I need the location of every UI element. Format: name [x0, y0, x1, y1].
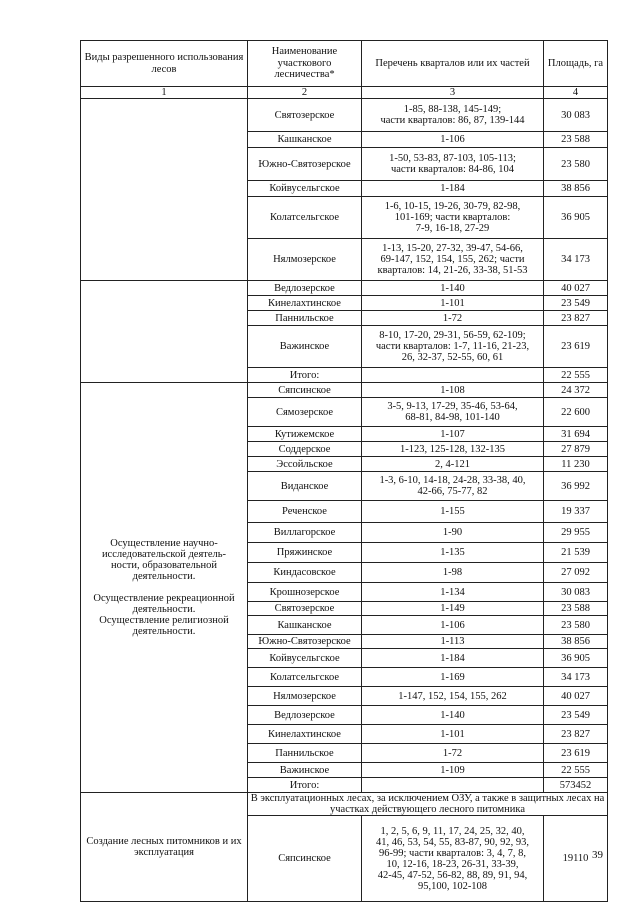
column-number-row [81, 87, 608, 99]
area-cell: 40 027 [544, 281, 608, 296]
forestry-name-cell: Колатсельгское [248, 668, 362, 687]
quarters-cell: 1-72 [362, 744, 544, 763]
forestry-name-cell: Ведлозерское [248, 281, 362, 296]
total-area: 573452 [544, 778, 608, 793]
area-cell: 23 549 [544, 706, 608, 725]
quarters-cell: 1-107 [362, 427, 544, 442]
quarters-cell: 1-155 [362, 501, 544, 523]
quarters-cell: 1-85, 88-138, 145-149; части кварталов: 86, 87, 139-144 [362, 99, 544, 132]
area-cell: 23 580 [544, 148, 608, 181]
quarters-cell: 1-134 [362, 583, 544, 602]
area-cell: 24 372 [544, 383, 608, 398]
area-cell: 27 092 [544, 563, 608, 583]
area-cell: 23 588 [544, 602, 608, 616]
area-cell: 23 827 [544, 725, 608, 744]
quarters-cell: 1-13, 15-20, 27-32, 39-47, 54-66, 69-147, 152, 154, 155, 262; части кварталов: 14, 21-26, 33-38, 51-53 [362, 239, 544, 281]
forestry-name-cell: Виданское [248, 472, 362, 501]
quarters-cell: 1-50, 53-83, 87-103, 105-113; части кварталов: 84-86, 104 [362, 148, 544, 181]
forestry-name-cell: Важинское [248, 763, 362, 778]
quarters-cell: 1-113 [362, 635, 544, 649]
header-forestry-name: Наименование участкового лесничества* [248, 41, 362, 87]
area-cell: 34 173 [544, 668, 608, 687]
use-type-cell [81, 281, 248, 383]
header-row [81, 41, 608, 87]
forestry-name-cell: Кинелахтинское [248, 725, 362, 744]
quarters-cell: 2, 4-121 [362, 457, 544, 472]
forestry-name-cell: Святозерское [248, 602, 362, 616]
column-number: 4 [544, 87, 608, 99]
area-cell: 19110 [544, 816, 608, 902]
column-number: 1 [81, 87, 248, 99]
quarters-cell: 1-147, 152, 154, 155, 262 [362, 687, 544, 706]
area-cell: 36 905 [544, 197, 608, 239]
use-type-cell: Осуществление научно- исследовательской деятель- ности, образовательной деятельности. Осуществление рекреационной деятельности. Осуществление религиозной деятельности. [81, 383, 248, 793]
quarters-cell: 3-5, 9-13, 17-29, 35-46, 53-64, 68-81, 84-98, 101-140 [362, 398, 544, 427]
forestry-name-cell: Койвусельгское [248, 181, 362, 197]
quarters-cell: 1-90 [362, 523, 544, 543]
forestry-name-cell: Нялмозерское [248, 239, 362, 281]
quarters-cell: 1, 2, 5, 6, 9, 11, 17, 24, 25, 32, 40, 41, 46, 53, 54, 55, 83-87, 90, 92, 93, 96-99; части кварталов: 3, 4, 7, 8, 10, 12-16, 18-23, 26-31, 33-39, 42-45, 47-52, 56-82, 88, 89, 91, 94, 95,100, 102-108 [362, 816, 544, 902]
quarters-cell: 1-149 [362, 602, 544, 616]
quarters-cell: 1-108 [362, 383, 544, 398]
quarters-cell: 1-72 [362, 311, 544, 326]
header-quarters: Перечень кварталов или их частей [362, 41, 544, 87]
area-cell: 30 083 [544, 583, 608, 602]
area-cell: 23 827 [544, 311, 608, 326]
forestry-name-cell: Соддерское [248, 442, 362, 457]
quarters-cell: 1-140 [362, 706, 544, 725]
forestry-name-cell: Паннильское [248, 744, 362, 763]
area-cell: 23 619 [544, 326, 608, 368]
use-type-cell [81, 99, 248, 281]
area-cell: 23 549 [544, 296, 608, 311]
table-row [81, 281, 608, 296]
area-cell: 36 992 [544, 472, 608, 501]
forestry-name-cell: Кашканское [248, 132, 362, 148]
forestry-name-cell: Колатсельгское [248, 197, 362, 239]
forestry-name-cell: Пряжинское [248, 543, 362, 563]
column-number: 2 [248, 87, 362, 99]
forestry-name-cell: Кутижемское [248, 427, 362, 442]
quarters-cell: 1-123, 125-128, 132-135 [362, 442, 544, 457]
forestry-name-cell: Важинское [248, 326, 362, 368]
header-use-types: Виды разрешенного использования лесов [81, 41, 248, 87]
quarters-cell: 1-109 [362, 763, 544, 778]
quarters-cell: 1-184 [362, 181, 544, 197]
forestry-name-cell: Кинелахтинское [248, 296, 362, 311]
quarters-cell: 1-106 [362, 132, 544, 148]
forestry-name-cell: Южно-Святозерское [248, 635, 362, 649]
area-cell: 34 173 [544, 239, 608, 281]
table-row [81, 99, 608, 132]
forestry-name-cell: Сяпсинское [248, 383, 362, 398]
forestry-name-cell: Эссойльское [248, 457, 362, 472]
area-cell: 40 027 [544, 687, 608, 706]
quarters-cell: 1-184 [362, 649, 544, 668]
forestry-name-cell: Сяпсинское [248, 816, 362, 902]
nursery-note: В эксплуатационных лесах, за исключением ОЗУ, а также в защитных лесах на участках действующего лесного питомника [248, 793, 608, 816]
header-area: Площадь, га [544, 41, 608, 87]
area-cell: 36 905 [544, 649, 608, 668]
table-row [81, 793, 608, 816]
quarters-cell: 8-10, 17-20, 29-31, 56-59, 62-109; части кварталов: 1-7, 11-16, 21-23, 26, 32-37, 52-55, 60, 61 [362, 326, 544, 368]
total-quarters [362, 778, 544, 793]
table-row [81, 383, 608, 398]
quarters-cell: 1-101 [362, 296, 544, 311]
quarters-cell: 1-140 [362, 281, 544, 296]
area-cell: 23 588 [544, 132, 608, 148]
forestry-name-cell: Нялмозерское [248, 687, 362, 706]
use-type-cell: Создание лесных питомников и их эксплуатация [81, 793, 248, 902]
forestry-name-cell: Ведлозерское [248, 706, 362, 725]
area-cell: 38 856 [544, 635, 608, 649]
forestry-name-cell: Южно-Святозерское [248, 148, 362, 181]
area-cell: 23 619 [544, 744, 608, 763]
forestry-name-cell: Сямозерское [248, 398, 362, 427]
forestry-name-cell: Святозерское [248, 99, 362, 132]
area-cell: 22 555 [544, 763, 608, 778]
area-cell: 38 856 [544, 181, 608, 197]
area-cell: 29 955 [544, 523, 608, 543]
forestry-name-cell: Кашканское [248, 616, 362, 635]
area-cell: 31 694 [544, 427, 608, 442]
forestry-name-cell: Киндасовское [248, 563, 362, 583]
forestry-name-cell: Виллагорское [248, 523, 362, 543]
area-cell: 23 580 [544, 616, 608, 635]
forestry-name-cell: Койвусельгское [248, 649, 362, 668]
table-body [81, 41, 608, 902]
page-number: 39 [592, 849, 603, 861]
total-area: 22 555 [544, 368, 608, 383]
area-cell: 27 879 [544, 442, 608, 457]
quarters-cell: 1-3, 6-10, 14-18, 24-28, 33-38, 40, 42-66, 75-77, 82 [362, 472, 544, 501]
quarters-cell: 1-169 [362, 668, 544, 687]
quarters-cell: 1-101 [362, 725, 544, 744]
forestry-name-cell: Реченское [248, 501, 362, 523]
quarters-cell: 1-98 [362, 563, 544, 583]
area-cell: 30 083 [544, 99, 608, 132]
quarters-cell: 1-135 [362, 543, 544, 563]
quarters-cell: 1-106 [362, 616, 544, 635]
area-cell: 21 539 [544, 543, 608, 563]
column-number: 3 [362, 87, 544, 99]
total-label: Итого: [248, 778, 362, 793]
quarters-cell: 1-6, 10-15, 19-26, 30-79, 82-98, 101-169; части кварталов: 7-9, 16-18, 27-29 [362, 197, 544, 239]
area-cell: 11 230 [544, 457, 608, 472]
total-quarters [362, 368, 544, 383]
forest-use-table [80, 40, 608, 902]
forestry-name-cell: Крошнозерское [248, 583, 362, 602]
area-cell: 22 600 [544, 398, 608, 427]
forestry-name-cell: Паннильское [248, 311, 362, 326]
total-label: Итого: [248, 368, 362, 383]
area-cell: 19 337 [544, 501, 608, 523]
